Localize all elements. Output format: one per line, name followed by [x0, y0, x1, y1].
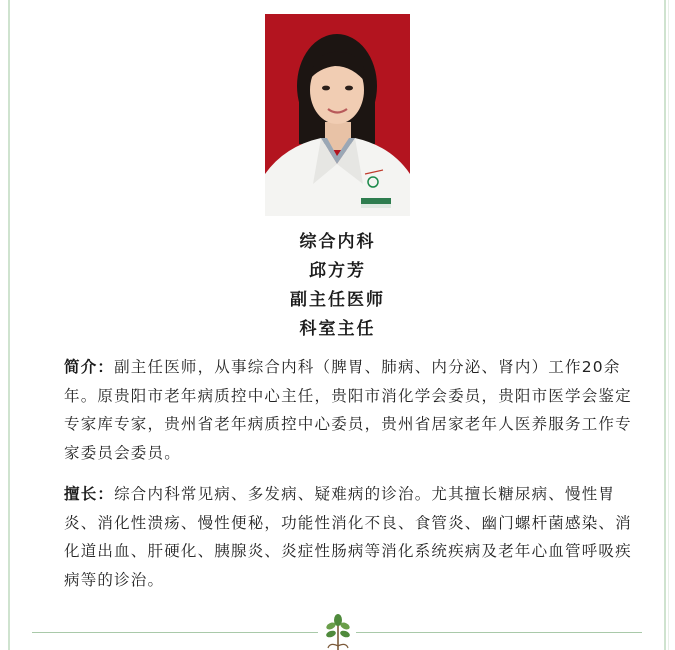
doctor-name: 邱方芳	[309, 261, 366, 281]
intro-label: 简介：	[64, 358, 115, 376]
doctor-position: 科室主任	[299, 319, 376, 339]
department: 综合内科	[299, 232, 376, 252]
divider-left	[32, 632, 318, 633]
plant-sprig-icon	[322, 612, 354, 650]
intro-paragraph	[64, 353, 644, 467]
doctor-portrait	[265, 14, 410, 216]
doctor-title: 副主任医师	[290, 290, 385, 310]
specialty-text: 综合内科常见病、多发病、疑难病的诊治。尤其擅长糖尿病、慢性胃炎、消化性溃疡、慢性便秘，功能性消化不良、食管炎、幽门螺杆菌感染、消化道出血、肝硬化、胰腺炎、炎症性肠病等消化系统疾病及老年心血管呼吸疾病等的诊治。	[64, 485, 632, 589]
intro-text: 副主任医师，从事综合内科（脾胃、肺病、内分泌、肾内）工作20余年。原贵阳市老年病质控中心主任，贵阳市消化学会委员，贵阳市医学会鉴定专家库专家，贵州省老年病质控中心委员，贵州省居家老年人医养服务工作专家委员会委员。	[64, 358, 632, 462]
specialty-label: 擅长：	[64, 485, 115, 503]
doctor-header	[0, 228, 675, 344]
specialty-paragraph	[64, 480, 644, 594]
divider-right	[356, 632, 642, 633]
